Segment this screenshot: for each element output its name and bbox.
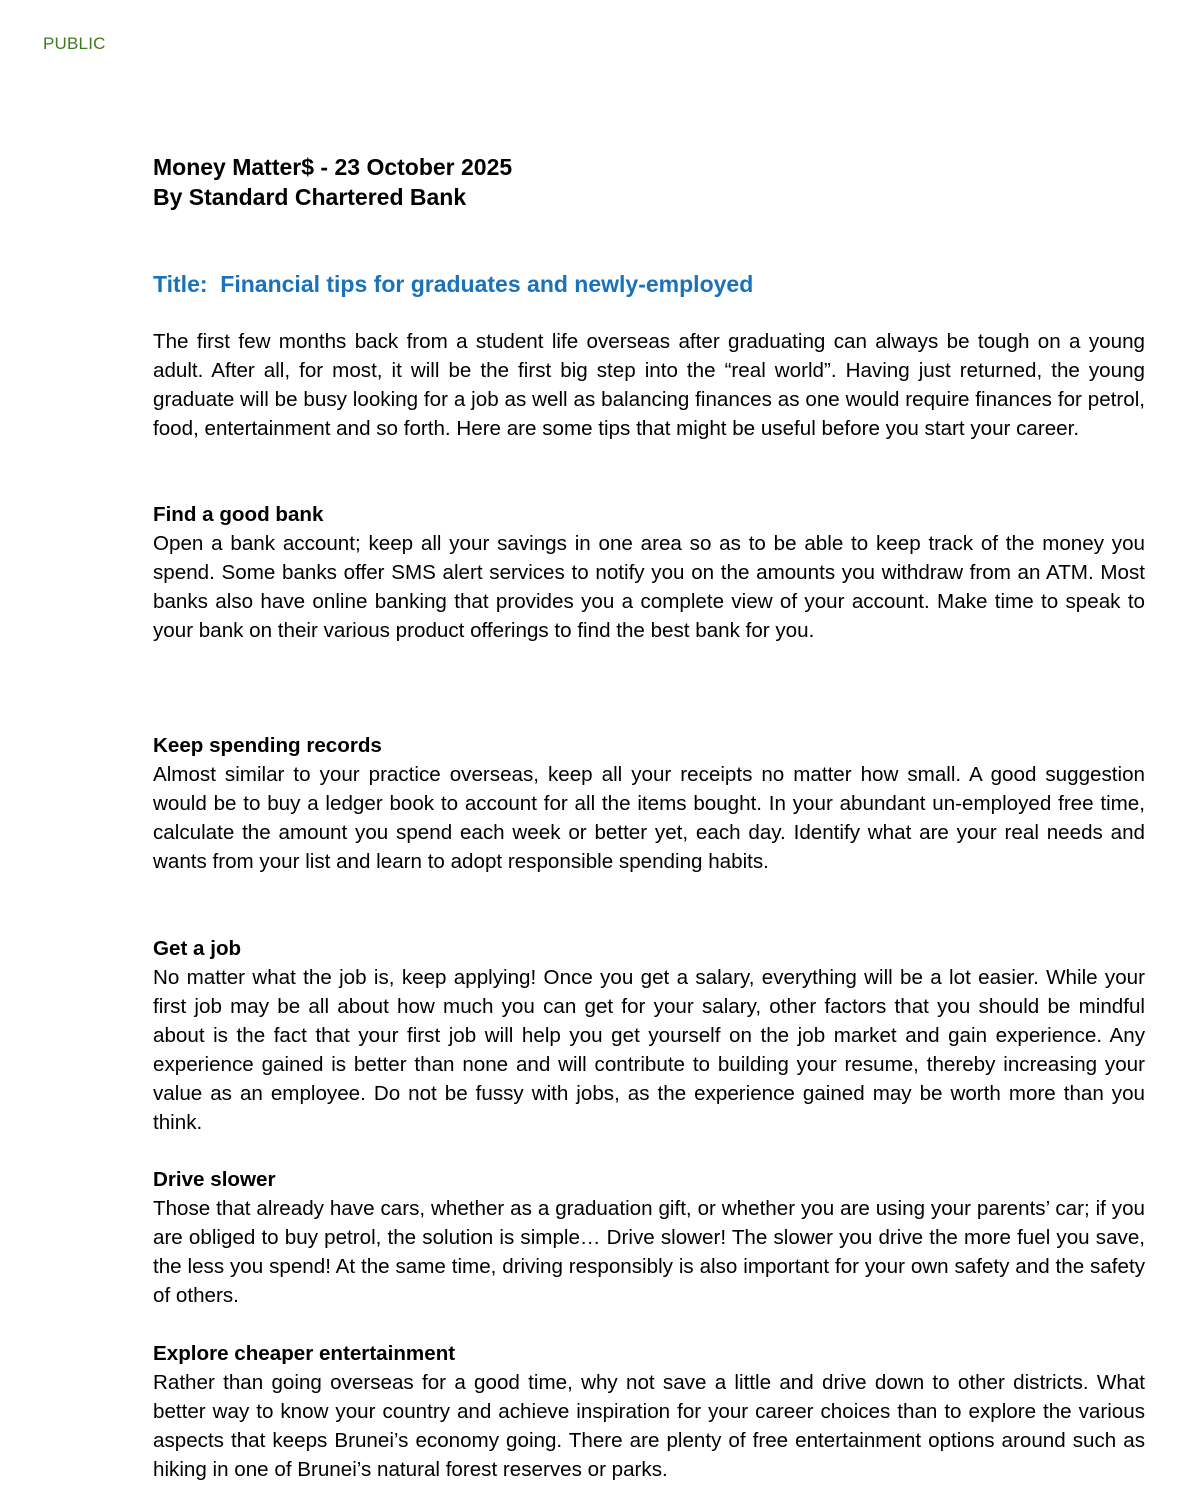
- section-heading: Drive slower: [153, 1168, 276, 1191]
- section-body: Almost similar to your practice overseas, keep all your receipts no matter how small. A good suggestion would be to buy a ledger book to account for all the items bought. In your abundant un-employed free time, calculate the amount you spend each week or better yet, each day. Identify what are your real needs and wants from your list and learn to adopt responsible spending habits.: [153, 763, 1145, 873]
- article-title: Title: Financial tips for graduates and newly-employed: [153, 271, 754, 297]
- section-body: Open a bank account; keep all your savings in one area so as to be able to keep track of the money you spend. Some banks offer SMS alert services to notify you on the amounts you withdraw from an ATM. Most banks also have online banking that provides you a complete view of your account. Make time to speak to your bank on their various product offerings to find the best bank for you.: [153, 532, 1145, 642]
- section-heading: Keep spending records: [153, 734, 382, 757]
- intro-paragraph: The first few months back from a student life overseas after graduating can always be tough on a young adult. After all, for most, it will be the first big step into the “real world”. Having just returned, the young graduate will be busy looking for a job as well as balancing finances as one would require finances for petrol, food, entertainment and so forth. Here are some tips that might be useful before you start your career.: [153, 330, 1145, 440]
- section-get-a-job: [153, 934, 1145, 1137]
- section-body: Those that already have cars, whether as a graduation gift, or whether you are using your parents’ car; if you are obliged to buy petrol, the solution is simple… Drive slower! The slower you drive the more fuel you save, the less you spend! At the same time, driving responsibly is also important for your own safety and the safety of others.: [153, 1197, 1145, 1307]
- section-heading: Find a good bank: [153, 503, 324, 526]
- section-body: No matter what the job is, keep applying! Once you get a salary, everything will be a lot easier. While your first job may be all about how much you can get for your salary, other factors that you should be mindful about is the fact that your first job will help you get yourself on the job market and gain experience. Any experience gained is better than none and will contribute to building your resume, thereby increasing your value as an employee. Do not be fussy with jobs, as the experience gained may be worth more than you think.: [153, 966, 1145, 1134]
- section-explore-cheaper-entertainment: [153, 1339, 1145, 1484]
- section-heading: Get a job: [153, 937, 242, 960]
- classification-label: PUBLIC: [43, 34, 106, 53]
- masthead: [153, 152, 512, 212]
- intro-section: [153, 327, 1145, 443]
- section-keep-spending-records: [153, 731, 1145, 876]
- section-body: Rather than going overseas for a good time, why not save a little and drive down to other districts. What better way to know your country and achieve inspiration for your career choices than to explore the various aspects that keeps Brunei’s economy going. There are plenty of free entertainment options around such as hiking in one of Brunei’s natural forest reserves or parks.: [153, 1371, 1145, 1481]
- masthead-date-line: Money Matter$ - 23 October 2025: [153, 154, 513, 180]
- section-drive-slower: [153, 1165, 1145, 1310]
- section-heading: Explore cheaper entertainment: [153, 1342, 456, 1365]
- section-find-a-good-bank: [153, 500, 1145, 645]
- masthead-author-line: By Standard Chartered Bank: [153, 184, 467, 210]
